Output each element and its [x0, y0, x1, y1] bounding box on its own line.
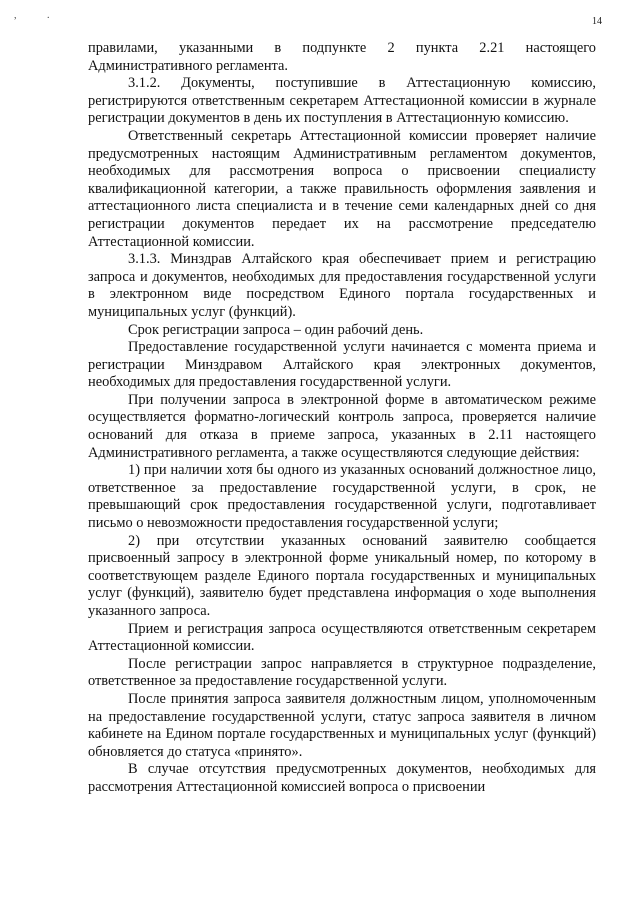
paragraph-missing-documents: В случае отсутствия предусмотренных документов, необходимых для рассмотрения Аттестационной комиссией вопроса о присвоении: [88, 761, 596, 795]
paragraph-secretary-check: Ответственный секретарь Аттестационной комиссии проверяет наличие предусмотренных настоящим Административным регламентом документов, необходимых для рассмотрения вопроса о присвоении специалисту квалификационной категории, а также правильность оформления заявления и аттестационного листа специалиста и в течение семи календарных дней со дня регистрации документов передает их на рассмотрение председателю Аттестационной комиссии.: [88, 127, 596, 250]
paragraph-item-2: 2) при отсутствии указанных оснований заявителю сообщается присвоенный запросу в электронной форме уникальный номер, по которому в соответствующем разделе Единого портала государственных и муниципальных услуг (функций), заявителю будет представлена информация о ходе выполнения указанного запроса.: [88, 532, 596, 619]
paragraph-status-update: После принятия запроса заявителя должностным лицом, уполномоченным на предоставление государственной услуги, статус запроса заявителя в личном кабинете на Едином портале государственных и муниципальных услуг (функций) обновляется до статуса «принято».: [88, 690, 596, 760]
paragraph-reception: Прием и регистрация запроса осуществляются ответственным секретарем Аттестационной комиссии.: [88, 620, 596, 655]
paragraph-3-1-3: 3.1.3. Минздрав Алтайского края обеспечивает прием и регистрацию запроса и документов, необходимых для предоставления государственной услуги в электронном виде посредством Единого портала государственных и муниципальных услуг (функций).: [88, 251, 596, 320]
corner-scan-mark: , .: [14, 10, 64, 21]
paragraph-service-start: Предоставление государственной услуги начинается с момента приема и регистрации Минздравом Алтайского края электронных документов, необходимых для предоставления государственной услуги.: [88, 339, 596, 391]
paragraph-continuation: правилами, указанными в подпункте 2 пункта 2.21 настоящего Административного регламента.: [88, 40, 596, 74]
paragraph-after-registration: После регистрации запрос направляется в структурное подразделение, ответственное за предоставление государственной услуги.: [88, 655, 596, 690]
document-body: [88, 40, 596, 797]
paragraph-3-1-2: 3.1.2. Документы, поступившие в Аттестационную комиссию, регистрируются ответственным секретарем Аттестационной комиссии в журнале регистрации документов в день их поступления в Аттестационную комиссию.: [88, 75, 596, 127]
paragraph-electronic-request: При получении запроса в электронной форме в автоматическом режиме осуществляется форматно-логический контроль запроса, проверяется наличие оснований для отказа в приеме запроса, указанных в 2.11 настоящего Административного регламента, а также осуществляются следующие действия:: [88, 391, 596, 461]
paragraph-registration-term: Срок регистрации запроса – один рабочий день.: [128, 321, 424, 338]
paragraph-item-1: 1) при наличии хотя бы одного из указанных оснований должностное лицо, ответственное за предоставление государственной услуги, в срок, не превышающий срок предоставления государственной услуги, подготавливает письмо о невозможности предоставления государственной услуги;: [88, 462, 596, 532]
page-number: 14: [592, 16, 602, 27]
